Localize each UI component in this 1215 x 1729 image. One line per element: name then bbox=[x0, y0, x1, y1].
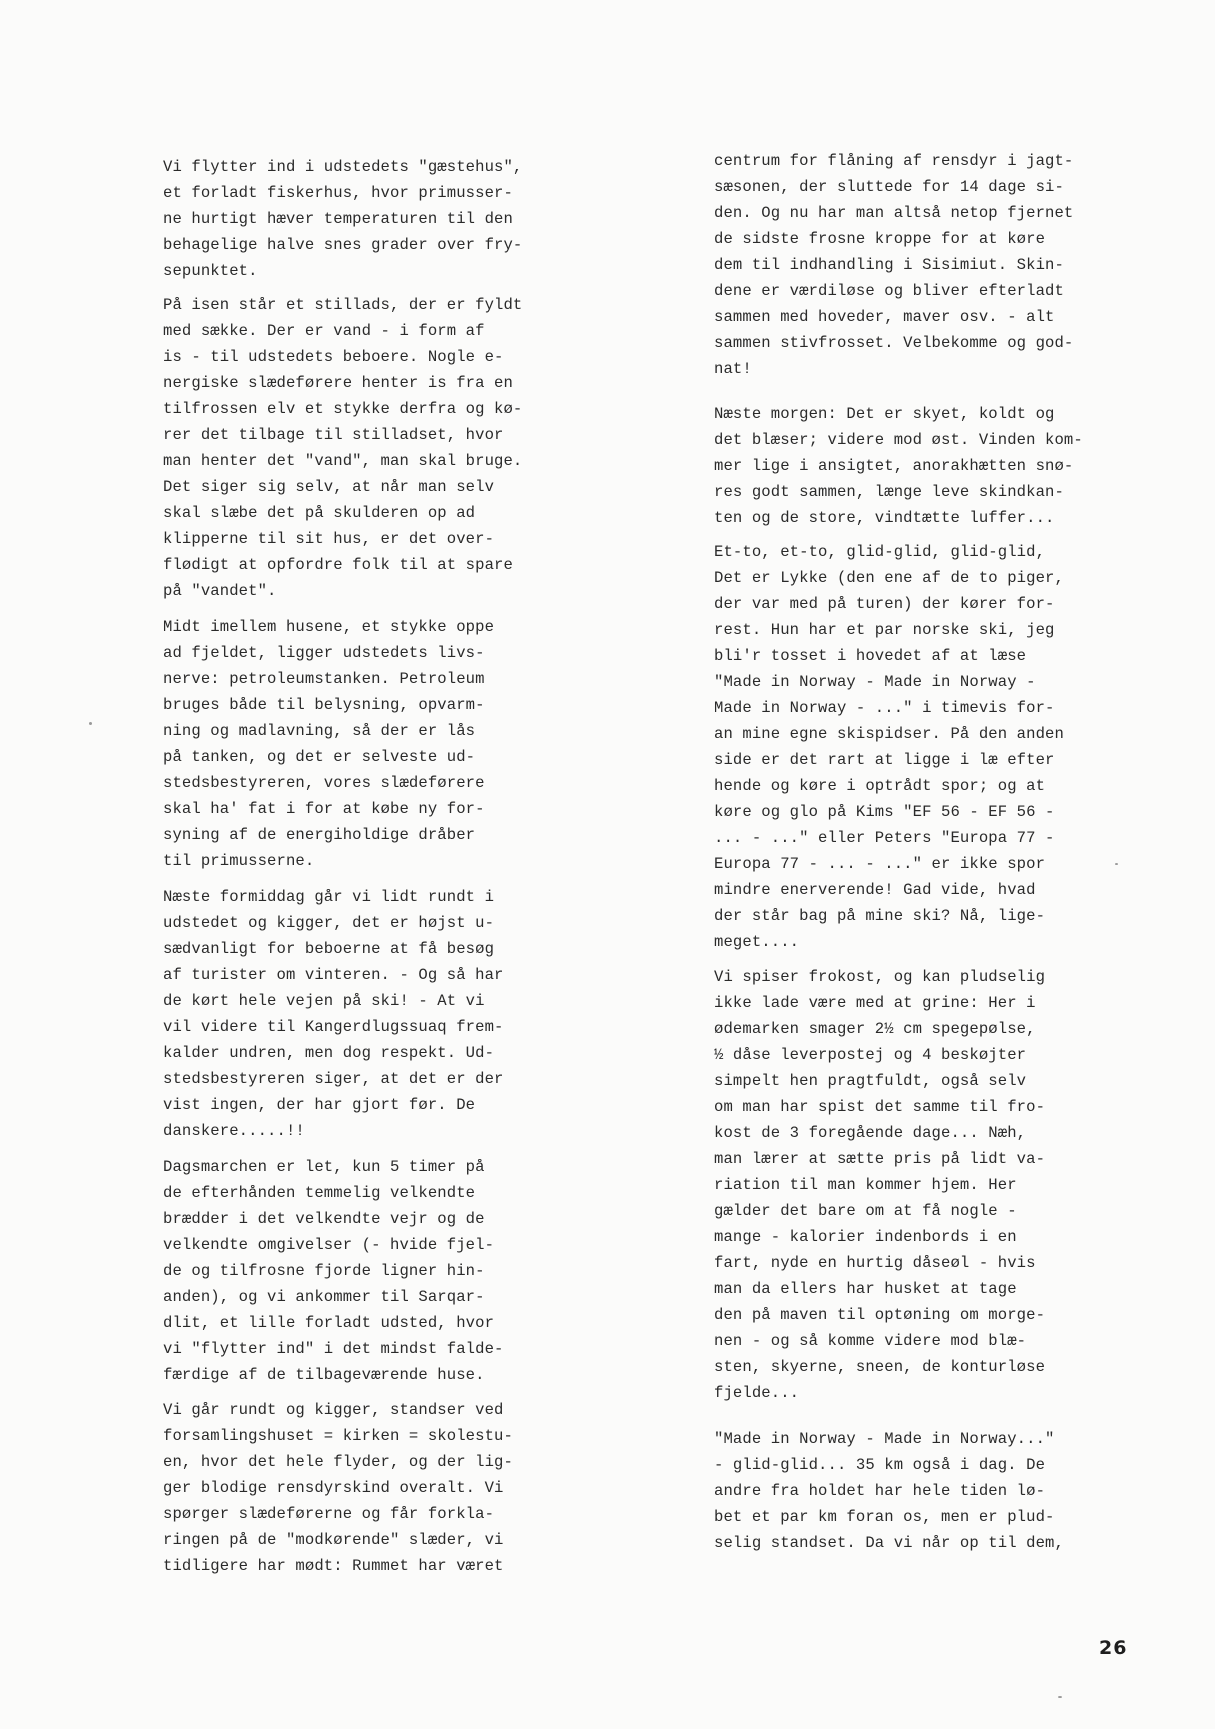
text-line: ikke lade være med at grine: Her i bbox=[714, 994, 1036, 1012]
page-number: 26 bbox=[1099, 1637, 1128, 1659]
text-line: et forladt fiskerhus, hvor primusser- bbox=[163, 184, 513, 202]
text-line: kost de 3 foregående dage... Næh, bbox=[714, 1124, 1027, 1142]
text-line: Vi flytter ind i udstedets "gæstehus", bbox=[163, 158, 523, 176]
text-line: vil videre til Kangerdlugssuaq frem- bbox=[163, 1018, 504, 1036]
text-line: behagelige halve snes grader over fry- bbox=[163, 236, 523, 254]
text-line: Vi går rundt og kigger, standser ved bbox=[163, 1401, 504, 1419]
text-line: der står bag på mine ski? Nå, lige- bbox=[714, 907, 1046, 925]
text-line: meget.... bbox=[714, 933, 800, 951]
text-line: Et-to, et-to, glid-glid, glid-glid, bbox=[714, 543, 1046, 561]
text-line: mer lige i ansigtet, anorakhætten snø- bbox=[714, 457, 1074, 475]
text-line: rest. Hun har et par norske ski, jeg bbox=[714, 621, 1055, 639]
text-line: nen - og så komme videre mod blæ- bbox=[714, 1332, 1027, 1350]
text-line: brædder i det velkendte vejr og de bbox=[163, 1210, 485, 1228]
text-line: klipperne til sit hus, er det over- bbox=[163, 530, 495, 548]
text-line: om man har spist det samme til fro- bbox=[714, 1098, 1046, 1116]
text-line: sten, skyerne, sneen, de konturløse bbox=[714, 1358, 1046, 1376]
text-line: riation til man kommer hjem. Her bbox=[714, 1176, 1017, 1194]
text-line: Dagsmarchen er let, kun 5 timer på bbox=[163, 1158, 485, 1176]
text-line: tidligere har mødt: Rummet har været bbox=[163, 1557, 504, 1575]
text-line: flødigt at opfordre folk til at spare bbox=[163, 556, 513, 574]
text-line: ødemarken smager 2½ cm spegepølse, bbox=[714, 1020, 1036, 1038]
text-line: vi "flytter ind" i det mindst falde- bbox=[163, 1340, 504, 1358]
text-line: sæsonen, der sluttede for 14 dage si- bbox=[714, 178, 1064, 196]
text-line: på tanken, og det er selveste ud- bbox=[163, 748, 476, 766]
text-line: stedsbestyreren, vores slædeførere bbox=[163, 774, 485, 792]
text-line: Det siger sig selv, at når man selv bbox=[163, 478, 495, 496]
text-line: ning og madlavning, så der er lås bbox=[163, 722, 476, 740]
text-line: stedsbestyreren siger, at det er der bbox=[163, 1070, 504, 1088]
text-line: man lærer at sætte pris på lidt va- bbox=[714, 1150, 1046, 1168]
text-line: de kørt hele vejen på ski! - At vi bbox=[163, 992, 485, 1010]
text-line: mange - kalorier indenbords i en bbox=[714, 1228, 1017, 1246]
text-line: skal ha' fat i for at købe ny for- bbox=[163, 800, 485, 818]
text-line: til primusserne. bbox=[163, 852, 315, 870]
text-line: en, hvor det hele flyder, og der lig- bbox=[163, 1453, 513, 1471]
text-line: selig standset. Da vi når op til dem, bbox=[714, 1534, 1064, 1552]
text-line: Næste morgen: Det er skyet, koldt og bbox=[714, 405, 1055, 423]
text-line: dene er værdiløse og bliver efterladt bbox=[714, 282, 1064, 300]
text-line: Midt imellem husene, et stykke oppe bbox=[163, 618, 495, 636]
text-line: sepunktet. bbox=[163, 262, 258, 280]
text-line: på "vandet". bbox=[163, 582, 277, 600]
text-line: Det er Lykke (den ene af de to piger, bbox=[714, 569, 1064, 587]
text-line: nergiske slædeførere henter is fra en bbox=[163, 374, 513, 392]
text-line: kalder undren, men dog respekt. Ud- bbox=[163, 1044, 495, 1062]
text-line: simpelt hen pragtfuldt, også selv bbox=[714, 1072, 1027, 1090]
text-line: ten og de store, vindtætte luffer... bbox=[714, 509, 1055, 527]
text-line: "Made in Norway - Made in Norway..." bbox=[714, 1430, 1055, 1448]
text-line: af turister om vinteren. - Og så har bbox=[163, 966, 504, 984]
text-line: ... - ..." eller Peters "Europa 77 - bbox=[714, 829, 1055, 847]
text-line: de sidste frosne kroppe for at køre bbox=[714, 230, 1046, 248]
text-line: ad fjeldet, ligger udstedets livs- bbox=[163, 644, 485, 662]
text-line: gælder det bare om at få nogle - bbox=[714, 1202, 1017, 1220]
text-line: ne hurtigt hæver temperaturen til den bbox=[163, 210, 513, 228]
text-line: Næste formiddag går vi lidt rundt i bbox=[163, 888, 495, 906]
text-line: de og tilfrosne fjorde ligner hin- bbox=[163, 1262, 485, 1280]
text-line: ½ dåse leverpostej og 4 beskøjter bbox=[714, 1046, 1027, 1064]
text-line: køre og glo på Kims "EF 56 - EF 56 - bbox=[714, 803, 1055, 821]
text-line: dem til indhandling i Sisimiut. Skin- bbox=[714, 256, 1064, 274]
text-line: ger blodige rensdyrskind overalt. Vi bbox=[163, 1479, 504, 1497]
text-line: ringen på de "modkørende" slæder, vi bbox=[163, 1531, 504, 1549]
text-line: nerve: petroleumstanken. Petroleum bbox=[163, 670, 485, 688]
text-line: vist ingen, der har gjort før. De bbox=[163, 1096, 476, 1114]
text-line: færdige af de tilbageværende huse. bbox=[163, 1366, 485, 1384]
text-line: bruges både til belysning, opvarm- bbox=[163, 696, 485, 714]
text-line: Made in Norway - ..." i timevis for- bbox=[714, 699, 1055, 717]
text-line: bli'r tosset i hovedet af at læse bbox=[714, 647, 1027, 665]
text-line: andre fra holdet har hele tiden lø- bbox=[714, 1482, 1046, 1500]
text-line: fart, nyde en hurtig dåseøl - hvis bbox=[714, 1254, 1036, 1272]
scan-speck bbox=[89, 722, 92, 725]
text-line: sædvanligt for beboerne at få besøg bbox=[163, 940, 495, 958]
text-line: den. Og nu har man altså netop fjernet bbox=[714, 204, 1074, 222]
text-line: syning af de energiholdige dråber bbox=[163, 826, 476, 844]
text-line: med sække. Der er vand - i form af bbox=[163, 322, 485, 340]
text-line: skal slæbe det på skulderen op ad bbox=[163, 504, 476, 522]
text-line: - glid-glid... 35 km også i dag. De bbox=[714, 1456, 1046, 1474]
text-line: udstedet og kigger, det er højst u- bbox=[163, 914, 495, 932]
text-line: "Made in Norway - Made in Norway - bbox=[714, 673, 1036, 691]
text-line: danskere.....!! bbox=[163, 1122, 305, 1140]
text-line: side er det rart at ligge i læ efter bbox=[714, 751, 1055, 769]
text-line: mindre enerverende! Gad vide, hvad bbox=[714, 881, 1036, 899]
text-line: Vi spiser frokost, og kan pludselig bbox=[714, 968, 1046, 986]
text-line: tilfrossen elv et stykke derfra og kø- bbox=[163, 400, 523, 418]
text-line: sammen med hoveder, maver osv. - alt bbox=[714, 308, 1055, 326]
text-line: rer det tilbage til stilladset, hvor bbox=[163, 426, 504, 444]
text-line: fjelde... bbox=[714, 1384, 800, 1402]
text-line: an mine egne skispidser. På den anden bbox=[714, 725, 1064, 743]
text-line: man da ellers har husket at tage bbox=[714, 1280, 1017, 1298]
text-line: spørger slædeførerne og får forkla- bbox=[163, 1505, 495, 1523]
text-line: hende og køre i optrådt spor; og at bbox=[714, 777, 1046, 795]
text-line: res godt sammen, længe leve skindkan- bbox=[714, 483, 1064, 501]
text-line: velkendte omgivelser (- hvide fjel- bbox=[163, 1236, 495, 1254]
text-line: den på maven til optøning om morge- bbox=[714, 1306, 1046, 1324]
text-line: sammen stivfrosset. Velbekomme og god- bbox=[714, 334, 1074, 352]
text-line: centrum for flåning af rensdyr i jagt- bbox=[714, 152, 1074, 170]
text-line: anden), og vi ankommer til Sarqar- bbox=[163, 1288, 485, 1306]
text-line: dlit, et lille forladt udsted, hvor bbox=[163, 1314, 495, 1332]
scan-speck bbox=[1115, 863, 1118, 865]
text-line: is - til udstedets beboere. Nogle e- bbox=[163, 348, 504, 366]
text-line: nat! bbox=[714, 360, 752, 378]
text-line: bet et par km foran os, men er plud- bbox=[714, 1508, 1055, 1526]
scan-speck bbox=[1058, 1696, 1062, 1698]
text-line: Europa 77 - ... - ..." er ikke spor bbox=[714, 855, 1046, 873]
text-line: der var med på turen) der kører for- bbox=[714, 595, 1055, 613]
text-line: det blæser; videre mod øst. Vinden kom- bbox=[714, 431, 1083, 449]
text-line: de efterhånden temmelig velkendte bbox=[163, 1184, 476, 1202]
text-line: man henter det "vand", man skal bruge. bbox=[163, 452, 523, 470]
text-line: På isen står et stillads, der er fyldt bbox=[163, 296, 523, 314]
text-line: forsamlingshuset = kirken = skolestu- bbox=[163, 1427, 513, 1445]
